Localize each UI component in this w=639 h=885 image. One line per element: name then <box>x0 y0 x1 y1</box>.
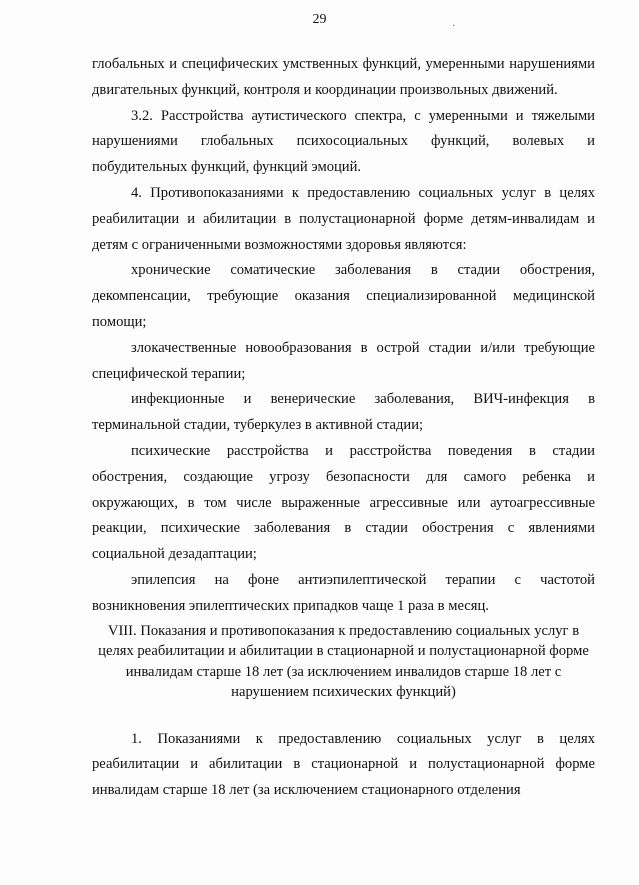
paragraph-list-before <box>92 52 595 620</box>
section-heading: VIII. Показания и противопоказания к предоставлению социальных услуг в целях реабилитации и абилитации в стационарной и полустационарной форме инвалидам старше 18 лет (за исключением инвалидов старше 18 лет с нарушением психических функций) <box>98 622 589 701</box>
paragraph-list-after <box>92 727 595 804</box>
paragraph: инфекционные и венерические заболевания, ВИЧ-инфекция в терминальной стадии, туберкулез в активной стадии; <box>92 391 595 434</box>
paragraph: злокачественные новообразования в острой стадии и/или требующие специфической терапии; <box>92 339 595 382</box>
paragraph: глобальных и специфических умственных функций, умеренными нарушениями двигательных функций, контроля и координации произвольных движений. <box>92 56 595 98</box>
scan-speck: · <box>452 21 456 32</box>
paragraph: 4. Противопоказаниями к предоставлению социальных услуг в целях реабилитации и абилитации в полустационарной форме детям-инвалидам и детям с ограниченными возможностями здоровья являются: <box>92 184 595 253</box>
paragraph: 3.2. Расстройства аутистического спектра, с умеренными и тяжелыми нарушениями глобальных психосоциальных функций, волевых и побудительных функций, функций эмоций. <box>92 107 595 176</box>
paragraph: психические расстройства и расстройства поведения в стадии обострения, создающие угрозу безопасности для самого ребенка и окружающих, в том числе выраженные агрессивные или аутоагрессивные реакции, психические заболевания в стадии обострения с явлениями социальной дезадаптации; <box>92 442 595 563</box>
spacer <box>92 703 595 727</box>
paragraph: эпилепсия на фоне антиэпилептической терапии с частотой возникновения эпилептических припадков чаще 1 раза в месяц. <box>92 571 595 614</box>
paragraph: хронические соматические заболевания в стадии обострения, декомпенсации, требующие оказания специализированной медицинской помощи; <box>92 262 595 330</box>
document-body <box>92 52 595 804</box>
page-number: 29 <box>312 12 327 27</box>
paragraph: 1. Показаниями к предоставлению социальных услуг в целях реабилитации и абилитации в стационарной и полустационарной форме инвалидам старше 18 лет (за исключением стационарного отделения <box>92 730 595 799</box>
